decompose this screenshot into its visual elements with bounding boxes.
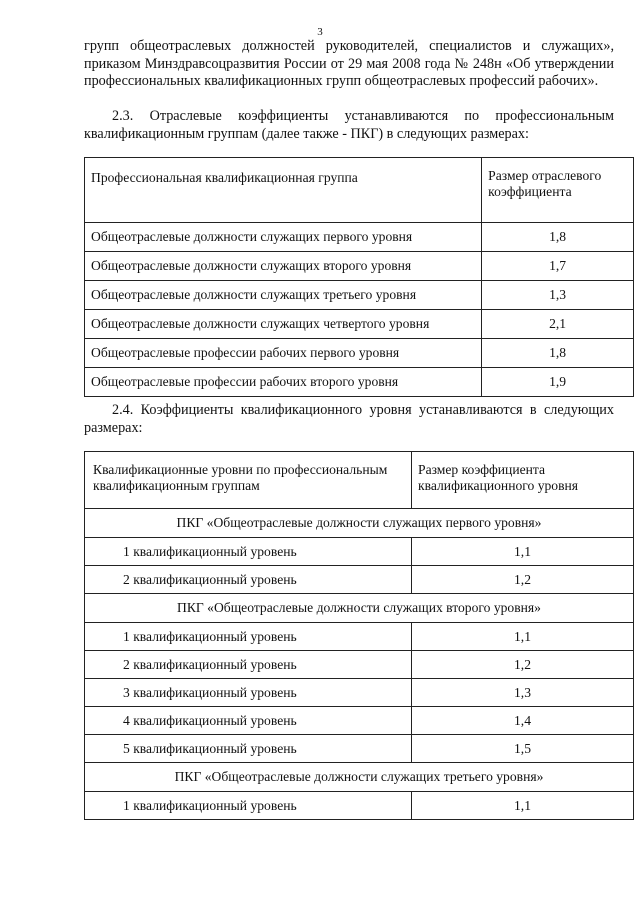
group-title: ПКГ «Общеотраслевые должности служащих второго уровня» — [85, 594, 634, 623]
level-cell: 2 квалификационный уровень — [85, 566, 412, 594]
table-header-row — [85, 158, 634, 223]
group-cell: Общеотраслевые профессии рабочих второго уровня — [85, 368, 482, 397]
coefficient-cell: 1,1 — [412, 792, 634, 820]
section-2-3-text: 2.3. Отраслевые коэффициенты устанавливаются по профессиональным квалификационным группам (далее также - ПКГ) в следующих размерах: — [84, 108, 614, 142]
coefficient-cell: 1,5 — [412, 735, 634, 763]
level-cell: 5 квалификационный уровень — [85, 735, 412, 763]
coefficient-cell: 1,7 — [482, 252, 634, 281]
header-coefficient: Размер отраслевого коэффициента — [482, 158, 634, 223]
table-row — [85, 368, 634, 397]
table-row — [85, 651, 634, 679]
group-cell: Общеотраслевые должности служащих второго уровня — [85, 252, 482, 281]
group-title: ПКГ «Общеотраслевые должности служащих третьего уровня» — [85, 763, 634, 792]
group-title-row — [85, 594, 634, 623]
group-cell: Общеотраслевые профессии рабочих первого уровня — [85, 339, 482, 368]
group-cell: Общеотраслевые должности служащих четвертого уровня — [85, 310, 482, 339]
level-cell: 1 квалификационный уровень — [85, 538, 412, 566]
coefficient-cell: 1,4 — [412, 707, 634, 735]
table-row — [85, 792, 634, 820]
coefficient-cell: 1,2 — [412, 651, 634, 679]
group-cell: Общеотраслевые должности служащих первого уровня — [85, 223, 482, 252]
level-cell: 4 квалификационный уровень — [85, 707, 412, 735]
group-title: ПКГ «Общеотраслевые должности служащих первого уровня» — [85, 509, 634, 538]
table-header-row — [85, 452, 634, 509]
header-group: Профессиональная квалификационная группа — [85, 158, 482, 223]
table-row — [85, 339, 634, 368]
coefficient-cell: 1,8 — [482, 339, 634, 368]
group-title-row — [85, 763, 634, 792]
table-row — [85, 735, 634, 763]
table-row — [85, 281, 634, 310]
section-2-4-text: 2.4. Коэффициенты квалификационного уровня устанавливаются в следующих размерах: — [84, 402, 614, 436]
level-cell: 2 квалификационный уровень — [85, 651, 412, 679]
coefficient-cell: 1,3 — [482, 281, 634, 310]
intro-paragraph: групп общеотраслевых должностей руководителей, специалистов и служащих», приказом Минздравсоцразвития России от 29 мая 2008 года № 248н «Об утверждении профессиональных квалификационных групп общеотраслевых профессий рабочих». — [84, 38, 614, 89]
page-number: 3 — [317, 26, 323, 38]
coefficient-cell: 2,1 — [482, 310, 634, 339]
level-cell: 1 квалификационный уровень — [85, 792, 412, 820]
header-level: Квалификационные уровни по профессиональным квалификационным группам — [85, 452, 412, 509]
table-row — [85, 310, 634, 339]
level-cell: 3 квалификационный уровень — [85, 679, 412, 707]
table-row — [85, 566, 634, 594]
table-row — [85, 538, 634, 566]
table-row — [85, 223, 634, 252]
header-coefficient: Размер коэффициента квалификационного уровня — [412, 452, 634, 509]
coefficient-cell: 1,1 — [412, 623, 634, 651]
table-row — [85, 707, 634, 735]
coefficient-cell: 1,9 — [482, 368, 634, 397]
industry-coefficients-table — [84, 157, 634, 397]
coefficient-cell: 1,3 — [412, 679, 634, 707]
group-cell: Общеотраслевые должности служащих третьего уровня — [85, 281, 482, 310]
coefficient-cell: 1,8 — [482, 223, 634, 252]
table-row — [85, 252, 634, 281]
table-row — [85, 679, 634, 707]
qualification-level-coefficients-table — [84, 451, 634, 820]
coefficient-cell: 1,2 — [412, 566, 634, 594]
coefficient-cell: 1,1 — [412, 538, 634, 566]
group-title-row — [85, 509, 634, 538]
table-row — [85, 623, 634, 651]
level-cell: 1 квалификационный уровень — [85, 623, 412, 651]
